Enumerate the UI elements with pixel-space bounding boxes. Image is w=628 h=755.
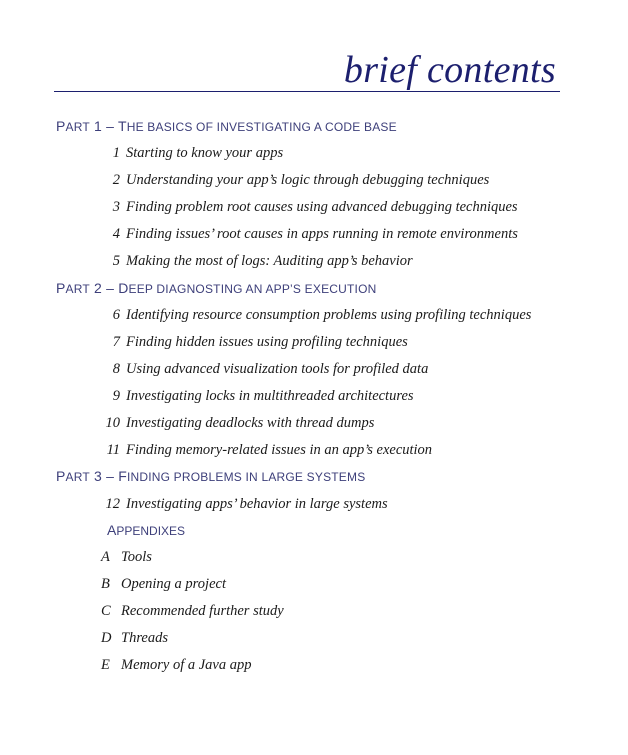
appendix-letter: B bbox=[101, 576, 110, 592]
part-lead: P bbox=[56, 118, 66, 134]
chapter-number: 10 bbox=[105, 415, 120, 431]
appendixes-rest: PPENDIXES bbox=[116, 524, 186, 538]
chapter-number: 4 bbox=[112, 226, 120, 242]
chapter-entry[interactable] bbox=[106, 172, 489, 189]
appendix-letter: C bbox=[101, 603, 111, 619]
chapter-title: Understanding your app’s logic through debugging techniques bbox=[126, 172, 490, 188]
appendix-title: Recommended further study bbox=[121, 603, 284, 619]
chapter-entry[interactable] bbox=[99, 496, 388, 513]
chapter-entry[interactable] bbox=[106, 307, 531, 324]
chapter-number: 7 bbox=[112, 334, 120, 350]
part-title-rest: HE BASICS OF INVESTIGATING A CODE BASE bbox=[126, 120, 397, 134]
appendix-title: Tools bbox=[121, 549, 152, 565]
chapter-entry[interactable] bbox=[106, 145, 283, 162]
chapter-title: Investigating apps’ behavior in large systems bbox=[126, 496, 388, 512]
chapter-title: Finding issues’ root causes in apps running in remote environments bbox=[126, 226, 518, 242]
chapter-entry[interactable] bbox=[106, 388, 414, 405]
chapter-number: 5 bbox=[112, 253, 120, 269]
chapter-title: Finding memory-related issues in an app’s execution bbox=[126, 442, 433, 458]
chapter-entry[interactable] bbox=[106, 361, 428, 378]
part-title-lead: D bbox=[118, 280, 129, 296]
chapter-number: 8 bbox=[112, 361, 120, 377]
chapter-title: Finding problem root causes using advanced debugging techniques bbox=[126, 199, 518, 215]
title-rule bbox=[54, 91, 560, 92]
chapter-title: Making the most of logs: Auditing app’s behavior bbox=[126, 253, 413, 269]
chapter-number: 6 bbox=[112, 307, 120, 323]
appendix-title: Threads bbox=[121, 630, 168, 646]
chapter-entry[interactable] bbox=[106, 199, 518, 216]
chapter-entry[interactable] bbox=[99, 415, 374, 432]
chapter-entry[interactable] bbox=[106, 226, 518, 243]
part-lead: P bbox=[56, 468, 66, 484]
chapter-title: Identifying resource consumption problems using profiling techniques bbox=[126, 307, 532, 323]
part-number: 1 – bbox=[89, 118, 118, 134]
appendix-entry[interactable] bbox=[101, 657, 251, 674]
appendix-letter: E bbox=[101, 657, 110, 673]
part-number: 3 – bbox=[89, 468, 119, 484]
page-title: brief contents bbox=[343, 49, 556, 91]
part-title-rest: INDING PROBLEMS IN LARGE SYSTEMS bbox=[126, 470, 366, 484]
part-lead-rest: ART bbox=[65, 120, 90, 134]
chapter-number: 12 bbox=[105, 496, 120, 512]
chapter-title: Using advanced visualization tools for profiled data bbox=[126, 361, 429, 377]
appendixes-lead: A bbox=[107, 522, 117, 538]
chapter-number: 11 bbox=[106, 442, 120, 458]
chapter-number: 2 bbox=[112, 172, 120, 188]
chapter-entry[interactable] bbox=[106, 253, 413, 270]
chapter-number: 3 bbox=[112, 199, 120, 215]
chapter-entry[interactable] bbox=[99, 442, 432, 459]
appendix-entry[interactable] bbox=[101, 549, 152, 566]
appendixes-heading bbox=[107, 522, 185, 538]
chapter-title: Starting to know your apps bbox=[126, 145, 284, 161]
appendix-letter: D bbox=[101, 630, 112, 646]
appendix-letter: A bbox=[101, 549, 110, 565]
part-lead-rest: ART bbox=[65, 470, 90, 484]
part-lead-rest: ART bbox=[65, 282, 90, 296]
chapter-title: Finding hidden issues using profiling techniques bbox=[126, 334, 408, 350]
part-title-lead: T bbox=[117, 118, 127, 134]
chapter-number: 1 bbox=[112, 145, 120, 161]
chapter-number: 9 bbox=[112, 388, 120, 404]
part-number: 2 – bbox=[89, 280, 119, 296]
part-title-lead: F bbox=[118, 468, 127, 484]
chapter-title: Investigating deadlocks with thread dumps bbox=[126, 415, 375, 431]
part-lead: P bbox=[56, 280, 66, 296]
part-title-rest: EEP DIAGNOSTING AN APP’S EXECUTION bbox=[128, 282, 377, 296]
appendix-entry[interactable] bbox=[101, 576, 226, 593]
appendix-entry[interactable] bbox=[101, 603, 284, 620]
part-heading bbox=[56, 118, 397, 134]
part-heading bbox=[56, 280, 376, 296]
appendix-title: Memory of a Java app bbox=[121, 657, 252, 673]
chapter-entry[interactable] bbox=[106, 334, 408, 351]
appendix-entry[interactable] bbox=[101, 630, 168, 647]
part-heading bbox=[56, 468, 365, 484]
chapter-title: Investigating locks in multithreaded architectures bbox=[126, 388, 414, 404]
appendix-title: Opening a project bbox=[121, 576, 226, 592]
